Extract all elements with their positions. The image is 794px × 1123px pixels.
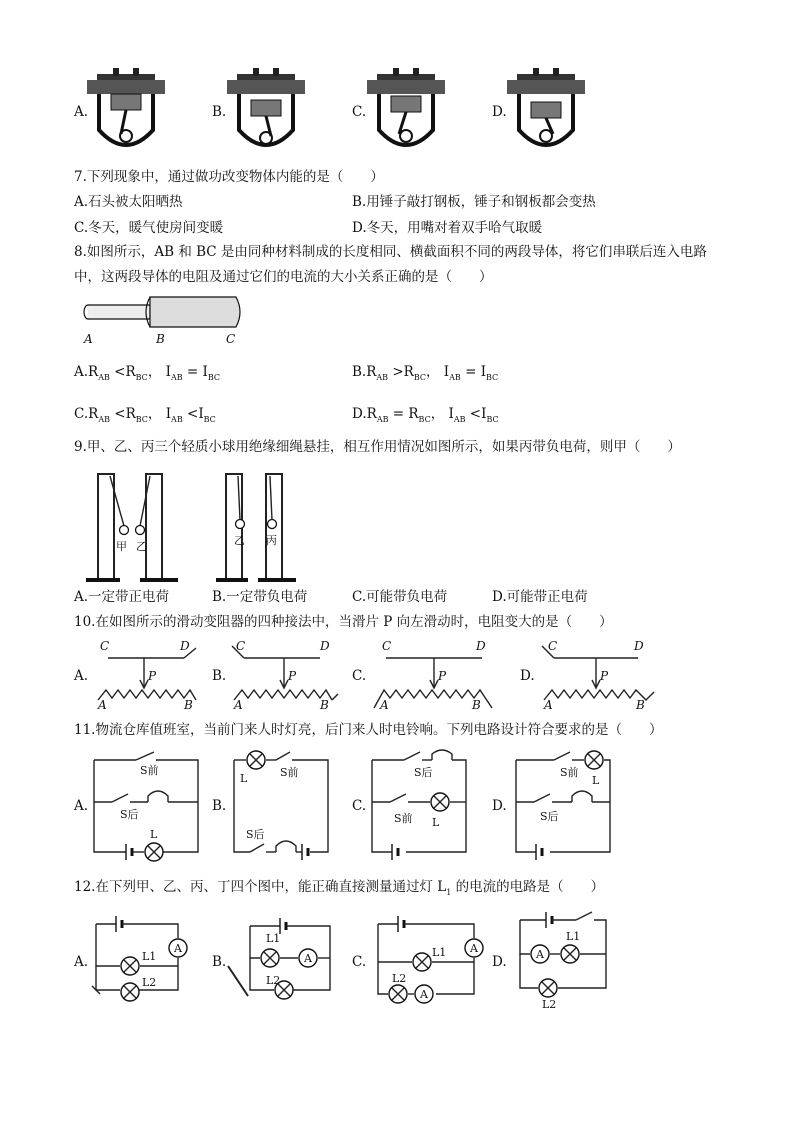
q8-option-b[interactable]: $B.R_{AB} >R_{BC}$， $I_{AB} = I_{BC}$ bbox=[352, 364, 499, 382]
lamp-l2-label: L2 bbox=[542, 998, 557, 1011]
terminal-d: D bbox=[320, 639, 330, 653]
q11-option-c-label[interactable]: C. bbox=[352, 798, 367, 814]
lamp-label: L bbox=[432, 816, 440, 829]
q7-option-c[interactable]: C.冬天，暖气使房间变暖 bbox=[74, 220, 224, 236]
q8-stem-line1: 8.如图所示，AB 和 BC 是由同种材料制成的长度相同、横截面积不同的两段导体，将它们串联后连入电路 bbox=[74, 244, 707, 260]
slider-p: P bbox=[600, 669, 609, 683]
q6-option-c-label[interactable]: C. bbox=[352, 104, 367, 120]
q7-option-d[interactable]: D.冬天，用嘴对着双手哈气取暖 bbox=[352, 220, 543, 236]
q7-option-b[interactable]: B.用锤子敲打钢板，锤子和钢板都会变热 bbox=[352, 194, 596, 210]
slider-p: P bbox=[288, 669, 297, 683]
terminal-a: A bbox=[544, 698, 553, 712]
lamp-label: L bbox=[592, 774, 600, 787]
lamp-l2-label: L2 bbox=[142, 976, 157, 989]
ammeter-label: A bbox=[470, 942, 478, 955]
circuit-diagram-d bbox=[514, 752, 614, 862]
switch-front-label: S前 bbox=[280, 766, 299, 779]
ammeter-circuit-b bbox=[226, 912, 336, 1006]
terminal-c: C bbox=[100, 639, 110, 653]
q10-option-a-label[interactable]: A. bbox=[74, 668, 89, 684]
lamp-l1-label: L1 bbox=[142, 950, 157, 963]
q11-option-d-label[interactable]: D. bbox=[492, 798, 507, 814]
q11-stem: 11.物流仓库值班室，当前门来人时灯亮，后门来人时电铃响。下列电路设计符合要求的是（ ） bbox=[74, 722, 663, 738]
terminal-d: D bbox=[634, 639, 644, 653]
ball-label-bing: 丙 bbox=[266, 534, 277, 547]
q9-option-d[interactable]: D.可能带正电荷 bbox=[492, 589, 588, 605]
ammeter-label-2: A bbox=[420, 988, 428, 1001]
terminal-a: A bbox=[98, 698, 107, 712]
circuit-diagram-c bbox=[370, 752, 470, 862]
q8-option-a[interactable]: $A.R_{AB} <R_{BC}$， $I_{AB} = I_{BC}$ bbox=[74, 364, 221, 382]
ammeter-circuit-a bbox=[92, 912, 192, 1006]
switch-back-label: S后 bbox=[414, 766, 433, 779]
q12-option-b-label[interactable]: B. bbox=[212, 954, 227, 970]
rheostat-diagram-c bbox=[370, 638, 500, 710]
ball-label-yi: 乙 bbox=[136, 540, 147, 553]
terminal-b: B bbox=[472, 698, 481, 712]
ammeter-label: A bbox=[174, 942, 182, 955]
q8-option-d[interactable]: $D.R_{AB} = R_{BC}$， $I_{AB} <I_{BC}$ bbox=[352, 406, 499, 424]
engine-diagram-b bbox=[225, 68, 307, 160]
lamp-l2-label: L2 bbox=[392, 972, 407, 985]
q6-option-a-label[interactable]: A. bbox=[74, 104, 89, 120]
ball-label-jia: 甲 bbox=[116, 540, 127, 553]
lamp-label: L bbox=[150, 828, 158, 841]
circuit-diagram-a bbox=[92, 752, 202, 862]
q12-stem: 12.在下列甲、乙、丙、丁四个图中，能正确直接测量通过灯 $L_1$ 的电流的电路是（ ） bbox=[74, 879, 605, 897]
engine-diagram-a bbox=[85, 68, 167, 160]
slider-p: P bbox=[148, 669, 157, 683]
terminal-d: D bbox=[476, 639, 486, 653]
lamp-l1-label: L1 bbox=[566, 930, 581, 943]
q11-option-b-label[interactable]: B. bbox=[212, 798, 227, 814]
conductor-diagram bbox=[78, 290, 258, 348]
terminal-c: C bbox=[382, 639, 392, 653]
switch-back-label: S后 bbox=[246, 828, 265, 841]
terminal-c: C bbox=[548, 639, 558, 653]
q10-option-c-label[interactable]: C. bbox=[352, 668, 367, 684]
engine-diagram-d bbox=[505, 68, 587, 160]
ball-pair-jia-yi-diagram bbox=[80, 470, 190, 585]
switch-back-label: S后 bbox=[120, 808, 139, 821]
lamp-l1-label: L1 bbox=[266, 932, 281, 945]
q9-stem: 9.甲、乙、丙三个轻质小球用绝缘细绳悬挂，相互作用情况如图所示，如果丙带负电荷，则甲（ ） bbox=[74, 439, 681, 455]
q9-option-b[interactable]: B.一定带负电荷 bbox=[212, 589, 308, 605]
switch-front-label: S前 bbox=[140, 764, 159, 777]
ammeter-circuit-d bbox=[516, 912, 616, 1011]
q7-stem: 7.下列现象中，通过做功改变物体内能的是（ ） bbox=[74, 169, 384, 185]
q8-stem-line2: 中，这两段导体的电阻及通过它们的电流的大小关系正确的是（ ） bbox=[74, 269, 493, 285]
q12-option-a-label[interactable]: A. bbox=[74, 954, 89, 970]
q11-option-a-label[interactable]: A. bbox=[74, 798, 89, 814]
ball-pair-yi-bing-diagram bbox=[212, 470, 302, 585]
q9-option-a[interactable]: A.一定带正电荷 bbox=[74, 589, 170, 605]
switch-front-label: S前 bbox=[560, 766, 579, 779]
conductor-label-c: C bbox=[226, 332, 236, 346]
terminal-d: D bbox=[180, 639, 190, 653]
terminal-b: B bbox=[184, 698, 193, 712]
terminal-a: A bbox=[380, 698, 389, 712]
terminal-b: B bbox=[320, 698, 329, 712]
rheostat-diagram-a bbox=[92, 638, 202, 710]
ball-label-yi-2: 乙 bbox=[234, 534, 245, 547]
q12-option-d-label[interactable]: D. bbox=[492, 954, 507, 970]
terminal-a: A bbox=[234, 698, 243, 712]
rheostat-diagram-b bbox=[228, 638, 338, 710]
q10-option-d-label[interactable]: D. bbox=[520, 668, 535, 684]
q10-stem: 10.在如图所示的滑动变阻器的四种接法中，当滑片 P 向左滑动时，电阻变大的是（ ） bbox=[74, 614, 613, 630]
engine-diagram-c bbox=[365, 68, 447, 160]
terminal-b: B bbox=[636, 698, 645, 712]
rheostat-diagram-d bbox=[538, 638, 658, 710]
lamp-l1-label: L1 bbox=[432, 946, 447, 959]
q12-option-c-label[interactable]: C. bbox=[352, 954, 367, 970]
ammeter-label: A bbox=[304, 952, 312, 965]
switch-front-label: S前 bbox=[394, 812, 413, 825]
ammeter-label: A bbox=[536, 948, 544, 961]
circuit-diagram-b bbox=[232, 752, 332, 862]
conductor-label-b: B bbox=[156, 332, 165, 346]
ammeter-circuit-c bbox=[374, 912, 484, 1006]
switch-back-label: S后 bbox=[540, 810, 559, 823]
slider-p: P bbox=[438, 669, 447, 683]
terminal-c: C bbox=[236, 639, 246, 653]
q7-option-a[interactable]: A.石头被太阳晒热 bbox=[74, 194, 183, 210]
lamp-l2-label: L2 bbox=[266, 974, 281, 987]
q8-option-c[interactable]: $C.R_{AB} <R_{BC}$， $I_{AB} <I_{BC}$ bbox=[74, 406, 216, 424]
conductor-label-a: A bbox=[84, 332, 93, 346]
q10-option-b-label[interactable]: B. bbox=[212, 668, 227, 684]
q6-option-d-label[interactable]: D. bbox=[492, 104, 507, 120]
lamp-label: L bbox=[240, 772, 248, 785]
q6-option-b-label[interactable]: B. bbox=[212, 104, 227, 120]
q9-option-c[interactable]: C.可能带负电荷 bbox=[352, 589, 448, 605]
